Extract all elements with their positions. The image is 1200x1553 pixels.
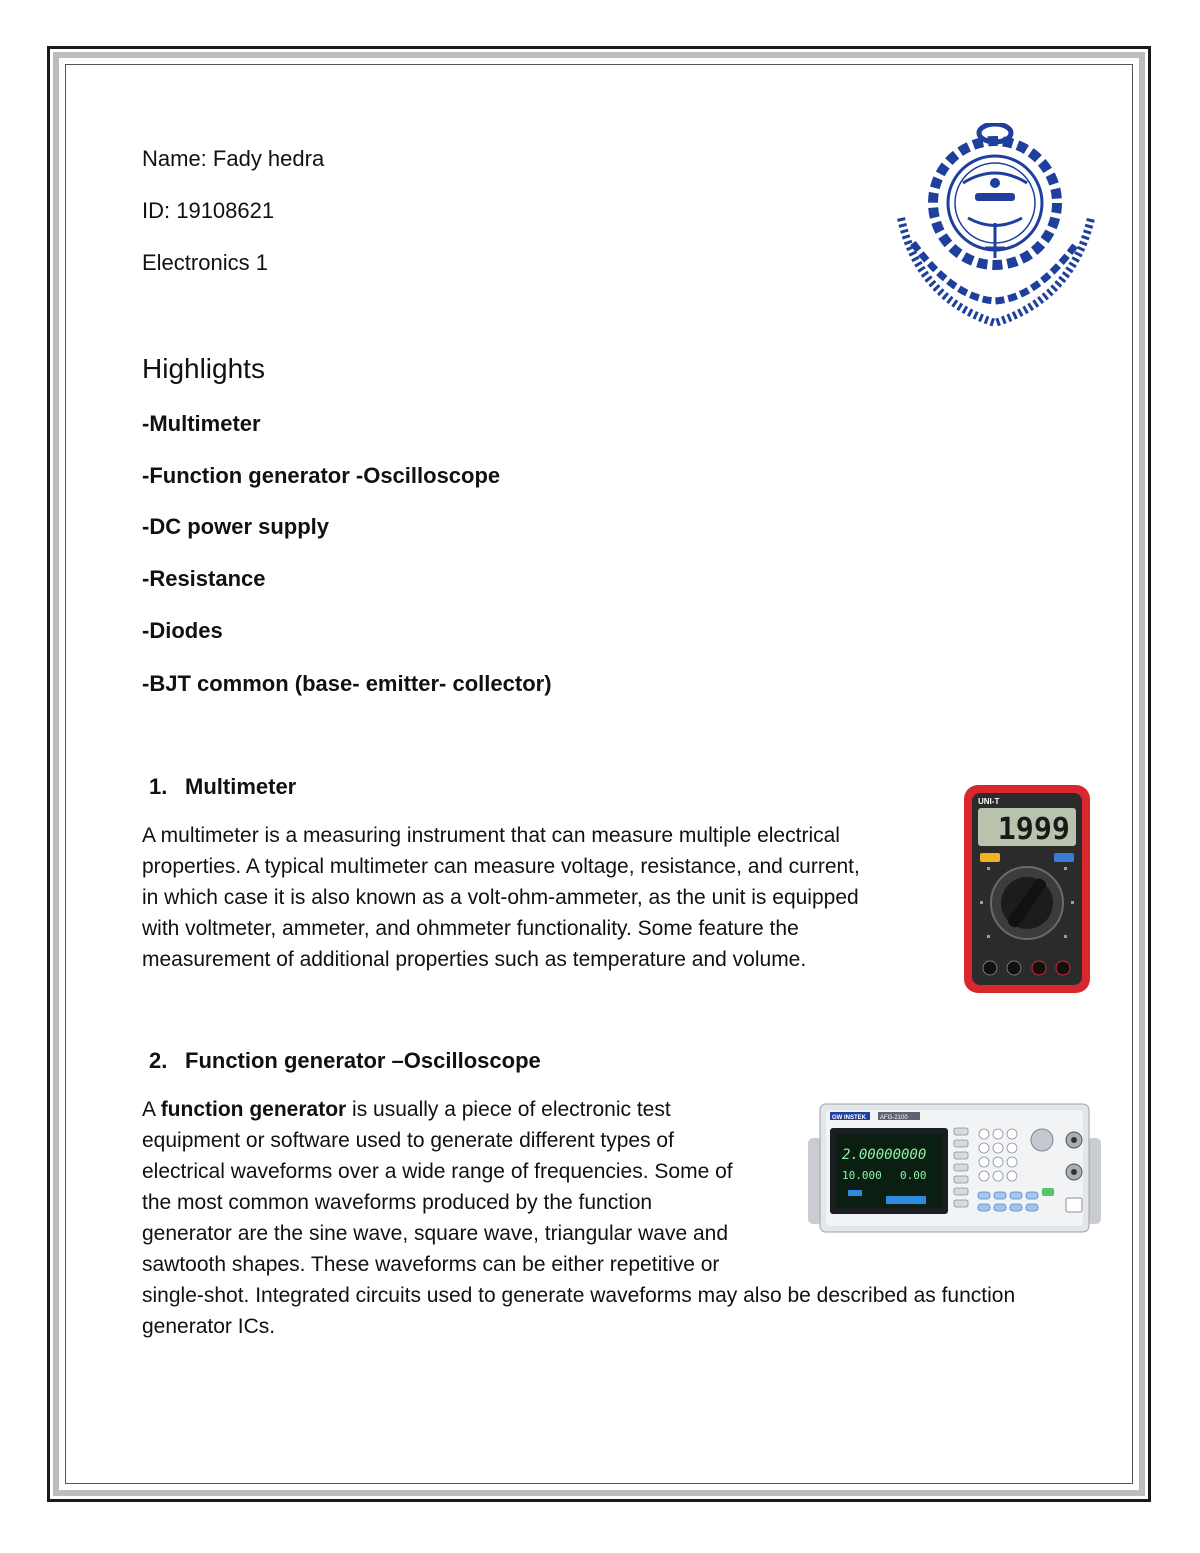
paragraph-line: in which case it is also known as a volt-ohm-ammeter, as the unit is equipped (142, 886, 859, 909)
paragraph-line: generator ICs. (142, 1315, 276, 1338)
student-name: Name: Fady hedra (142, 146, 325, 171)
highlight-item: -BJT common (base- emitter- collector) (142, 671, 552, 696)
paragraph-line: A multimeter is a measuring instrument that can measure multiple electrical (142, 824, 840, 847)
paragraph-line: with voltmeter, ammeter, and ohmmeter functionality. Some feature the (142, 917, 799, 940)
section-heading-multimeter (149, 774, 296, 800)
paragraph-line: single-shot. Integrated circuits used to generate waveforms may also be described as function (142, 1284, 1016, 1307)
multimeter-brand: UNI-T (978, 797, 1000, 806)
paragraph-line: measurement of additional properties such as temperature and volume. (142, 948, 807, 971)
section-title: Multimeter (185, 774, 297, 799)
multimeter-paragraph (142, 820, 860, 975)
bold-term: function generator (160, 1098, 347, 1121)
multimeter-display: 1999 (997, 812, 1070, 847)
university-seal-icon (893, 123, 1098, 333)
paragraph-line: electrical waveforms over a wide range of frequencies. Some of (142, 1160, 733, 1183)
highlights-heading: Highlights (142, 353, 265, 384)
paragraph-line: equipment or software used to generate different types of (142, 1129, 674, 1152)
generator-brand: GW INSTEK (832, 1115, 866, 1121)
section-number: 1. (149, 774, 168, 799)
highlight-item: -DC power supply (142, 514, 330, 539)
generator-readout-main: 2.00000000 (842, 1147, 927, 1163)
generator-readout-right: 0.00 (900, 1169, 927, 1182)
section-title: Function generator –Oscilloscope (185, 1048, 541, 1073)
generator-readout-sub: 10.000 (842, 1169, 882, 1182)
highlight-item: -Resistance (142, 566, 266, 591)
highlight-item: -Diodes (142, 618, 223, 643)
highlight-item: -Function generator -Oscilloscope (142, 463, 501, 488)
multimeter-image (962, 783, 1092, 995)
student-id: ID: 19108621 (142, 198, 275, 223)
function-generator-image (808, 1098, 1101, 1238)
paragraph-line: generator are the sine wave, square wave, triangular wave and (142, 1222, 729, 1245)
generator-model: AFG-2100 (880, 1115, 908, 1121)
section-number: 2. (149, 1048, 168, 1073)
section-heading-function-generator (149, 1048, 541, 1074)
course-name: Electronics 1 (142, 250, 268, 275)
highlight-item: -Multimeter (142, 411, 261, 436)
paragraph-line: properties. A typical multimeter can measure voltage, resistance, and current, (142, 855, 860, 878)
paragraph-line: sawtooth shapes. These waveforms can be either repetitive or (142, 1253, 720, 1276)
line-prefix: A (142, 1098, 161, 1121)
line-suffix: is usually a piece of electronic test (346, 1098, 671, 1121)
paragraph-line: the most common waveforms produced by the function (142, 1191, 653, 1214)
